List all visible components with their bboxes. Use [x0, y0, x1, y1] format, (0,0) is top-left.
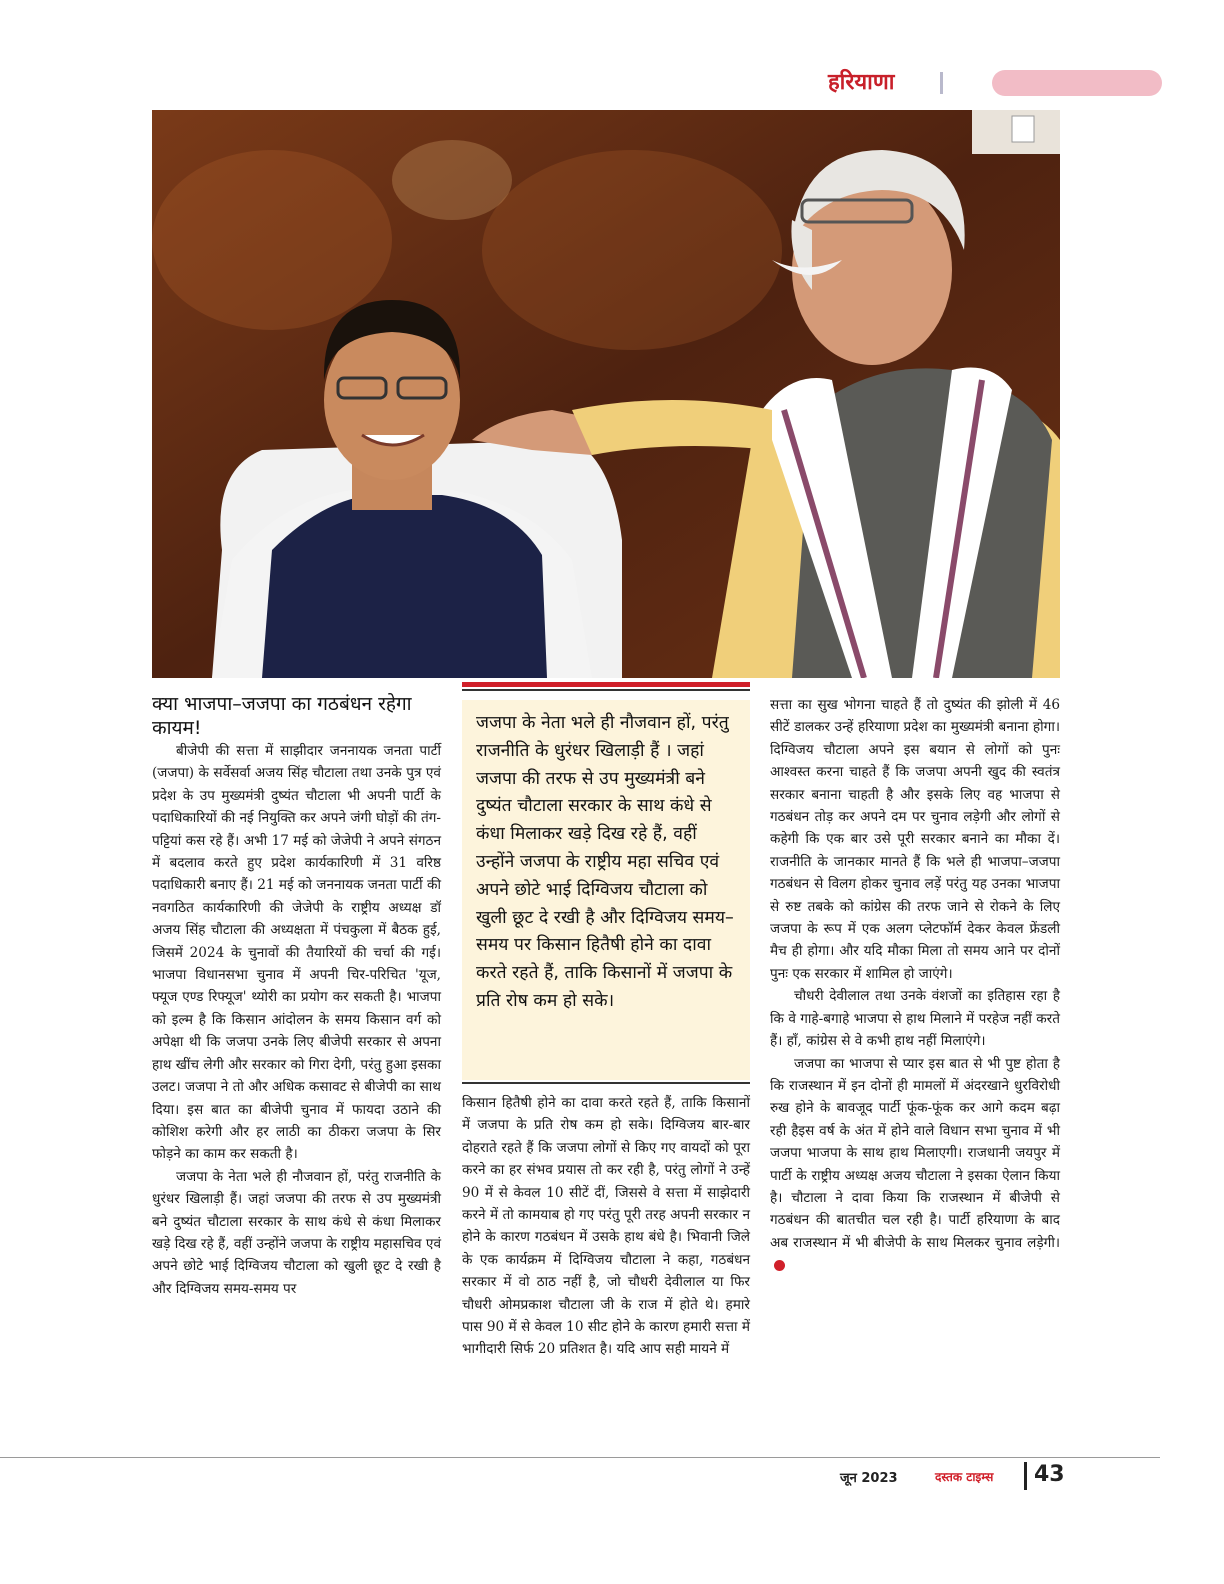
wall-switch [1012, 116, 1034, 142]
footer-divider [1024, 1462, 1027, 1490]
pullquote: जजपा के नेता भले ही नौजवान हों, परंतु राजनीति के धुरंधर खिलाड़ी हैं । जहां जजपा की तरफ से उप मुख्यमंत्री बने दुष्यंत चौटाला सरकार के साथ कंधे से कंधा मिलाकर खड़े दिख रहे हैं, वहीं उन्होंने जजपा के राष्ट्रीय महा सचिव एवं अपने छोटे भाई दिग्विजय चौटाला को खुली छूट दे रखी है और दिग्विजय समय–समय पर किसान हितैषी होने का दावा करते रहते हैं, ताकि किसानों में जजपा के प्रति रोष कम हो सके। [462, 700, 750, 1080]
magazine-logo: दस्तक टाइम्स [935, 1470, 994, 1484]
paragraph-final [770, 1053, 1060, 1277]
seated-man-jacket [262, 495, 547, 678]
paragraph: चौधरी देवीलाल तथा उनके वंशजों का इतिहास रहा है कि वे गाहे-बगाहे भाजपा से हाथ मिलाने में परहेज नहीं करते हैं। हाँ, कांग्रेस से वे कभी हाथ नहीं मिलाएंगे। [770, 988, 1060, 1050]
header-pill-decoration [992, 70, 1162, 96]
paragraph: बीजेपी की सत्ता में साझीदार जननायक जनता पार्टी (जजपा) के सर्वेसर्वा अजय सिंह चौटाला तथा उनके पुत्र एवं प्रदेश के उप मुख्यमंत्री दुष्यंत चौटाला भी अपनी पार्टी के पदाधिकारियों की नई नियुक्ति कर अपने जंगी घोड़ों की तंग-पट्टियां कस रहे हैं। अभी 17 मई को जेजेपी ने अपने संगठन में बदलाव करते हुए प्रदेश कार्यकारिणी में 31 वरिष्ठ पदाधिकारी बनाए हैं। 21 मई को जननायक जनता पार्टी की नवगठित कार्यकारिणी की जेजेपी के राष्ट्रीय अध्यक्ष डॉ अजय सिंह चौटाला की अध्यक्षता में पंचकुला में बैठक हुई, जिसमें 2024 के चुनावों की तैयारियों की चर्चा की गई। भाजपा विधानसभा चुनाव में अपनी चिर-परिचित 'यूज, फ्यूज एण्ड रिफ्यूज' थ्योरी का प्रयोग कर सकती है। भाजपा को इल्म है कि किसान आंदोलन के समय किसान वर्ग को अपेक्षा थी कि जजपा उनके लिए बीजेपी सरकार से अपना हाथ खींच लेगी और सरकार को गिरा देगी, परंतु हुआ इसका उलट। जजपा ने तो और अधिक कसावट से बीजेपी का साथ दिया। इस बात का बीजेपी चुनाव में फायदा उठाने की कोशिश करेगी और हर लाठी का ठीकरा जजपा के सिर फोड़ने का काम कर सकती है। [152, 743, 441, 1163]
article-column-3 [770, 694, 1060, 1277]
header-divider [940, 72, 943, 94]
paragraph-text: जजपा का भाजपा से प्यार इस बात से भी पुष्ट होता है कि राजस्थान में इन दोनों ही मामलों में अंदरखाने धुरविरोधी रुख होने के बावजूद पार्टी फूंक-फूंक कर आगे कदम बढ़ा रही हैइस वर्ष के अंत में होने वाले विधान सभा चुनाव में भी जजपा भाजपा के साथ हाथ मिलाएगी। राजधानी जयपुर में पार्टी के राष्ट्रीय अध्यक्ष अजय चौटाला ने इसका ऐलान किया है। चौटाला ने दावा किया कि राजस्थान में बीजेपी से गठबंधन की बातचीत चल रही है। पार्टी हरियाणा के बाद अब राजस्थान में भी बीजेपी के साथ मिलकर चुनाव लड़ेगी। [770, 1055, 1060, 1251]
article-headline: क्या भाजपा–जजपा का गठबंधन रहेगा कायम! [152, 693, 412, 739]
article-column-2 [462, 1092, 750, 1361]
footer-rule [0, 1457, 1160, 1458]
pullquote-bottom-rule [462, 1082, 750, 1084]
article-column-1 [152, 740, 441, 1300]
page-number: 43 [1034, 1462, 1065, 1487]
article-photo [152, 110, 1060, 678]
issue-date: जून 2023 [840, 1471, 898, 1486]
pullquote-top-rule [462, 689, 750, 691]
paragraph: किसान हितैषी होने का दावा करते रहते हैं, ताकि किसानों में जजपा के प्रति रोष कम हो सके। दिग्विजय बार-बार दोहराते रहते हैं कि जजपा लोगों से किए गए वायदों को पूरा करने का हर संभव प्रयास तो कर रही है, परंतु लोगों ने उन्हें 90 में से केवल 10 सीटें दीं, जिससे वे सत्ता में साझेदारी करने में तो कामयाब हो गए परंतु पूरी तरह अपनी सरकार न होने के कारण गठबंधन में उसके हाथ बंधे है। भिवानी जिले के एक कार्यक्रम में दिग्विजय चौटाला ने कहा, गठबंधन सरकार में वो ठाठ नहीं है, जो चौधरी देवीलाल या फिर चौधरी ओमप्रकाश चौटाला जी के राज में होते थे। हमारे पास 90 में से केवल 10 सीट होने के कारण हमारी सत्ता में भागीदारी सिर्फ 20 प्रतिशत है। यदि आप सही मायने में [462, 1095, 750, 1358]
pullquote-top-rule-red [462, 682, 750, 687]
paragraph: सत्ता का सुख भोगना चाहते हैं तो दुष्यंत की झोली में 46 सीटें डालकर उन्हें हरियाणा प्रदेश का मुख्यमंत्री बनाना होगा। दिग्विजय चौटाला अपने इस बयान से लोगों को पुनः आश्वस्त करना चाहते हैं कि जजपा अपनी खुद की स्वतंत्र सरकार बनाना चाहती है और इसके लिए वह भाजपा से गठबंधन तोड़ कर अपने दम पर चुनाव लड़ेगी और लोगों से कहेगी कि एक बार उसे पूरी सरकार बनाने का मौका दें। राजनीति के जानकार मानते हैं कि भले ही भाजपा–जजपा गठबंधन से विलग होकर चुनाव लड़ें परंतु यह उनका भाजपा से रुष्ट तबके को कांग्रेस की तरफ जाने से रोकने के लिए जजपा के रूप में एक अलग प्लेटफॉर्म देकर केवल फ्रेंडली मैच ही होगा। और यदि मौका मिला तो समय आने पर दोनों पुनः एक सरकार में शामिल हो जाएंगे। [770, 697, 1060, 982]
paragraph: जजपा के नेता भले ही नौजवान हों, परंतु राजनीति के धुरंधर खिलाड़ी हैं। जहां जजपा की तरफ से उप मुख्यमंत्री बने दुष्यंत चौटाला सरकार के साथ कंधे से कंधा मिलाकर खड़े दिख रहे हैं, वहीं उन्होंने जजपा के राष्ट्रीय महासचिव एवं अपने छोटे भाई दिग्विजय चौटाला को खुली छूट दे रखी है और दिग्विजय समय-समय पर [152, 1168, 441, 1297]
section-title: हरियाणा [828, 70, 895, 95]
end-mark-dot [774, 1260, 785, 1271]
